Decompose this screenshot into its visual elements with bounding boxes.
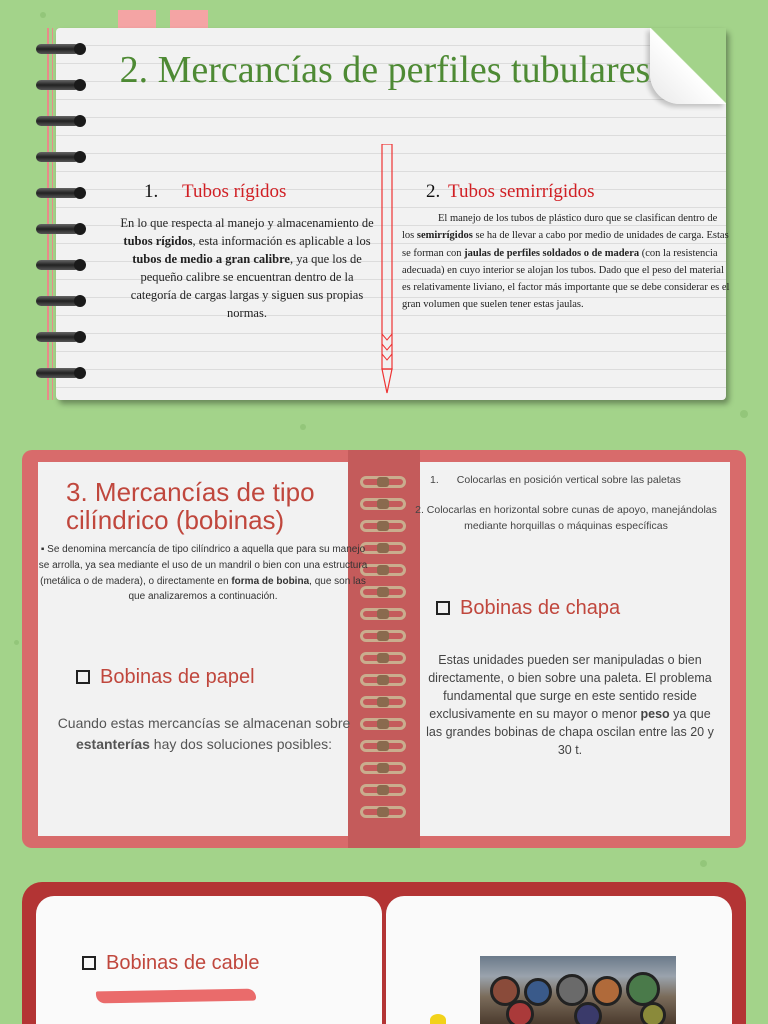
- background-dot: [740, 410, 748, 418]
- background-dot: [300, 424, 306, 430]
- paragraph-tubos-rigidos: En lo que respecta al manejo y almacenamiento de tubos rígidos, esta información es aplicable a los tubos de medio a gran calibre, ya que los de pequeño calibre se encuentran dentro de la categoría de cargas largas y siguen sus propias normas.: [120, 216, 374, 320]
- reel-shape: [592, 976, 622, 1006]
- spiral-ring: [360, 674, 406, 686]
- paragraph-bobinas-papel: Cuando estas mercancías se almacenan sobre estanterías hay dos soluciones posibles:: [57, 715, 351, 752]
- heading-number: 1.: [144, 181, 159, 202]
- cable-reels-photo: [480, 956, 676, 1024]
- checkbox-square-icon: [436, 601, 450, 615]
- section-title-tubulares: 2. Mercancías de perfiles tubulares: [119, 49, 651, 91]
- spiral-ring: [360, 520, 406, 532]
- spiral-ring: [360, 498, 406, 510]
- binder-ring: [36, 296, 80, 306]
- spiral-ring: [360, 806, 406, 818]
- reel-shape: [574, 1002, 602, 1024]
- background-dot: [700, 860, 707, 867]
- pencil-divider: [381, 144, 393, 394]
- spiral-ring: [360, 784, 406, 796]
- spiral-ring: [360, 476, 406, 488]
- heading-bobinas-chapa: Bobinas de chapa: [436, 597, 620, 620]
- binder-ring: [36, 332, 80, 342]
- heading-tubos-semirrigidos: Tubos semirrígidos: [448, 181, 595, 202]
- heading-bobinas-papel: Bobinas de papel: [76, 666, 255, 689]
- paragraph-tubos-semirrigidos: El manejo de los tubos de plástico duro que se clasifican dentro de los semirrígidos se ha de llevar a cabo por medio de unidades de carga. Estas se forman con jaulas de perfiles soldados o de madera (con la resistencia adecuada) en cuyo interior se alojan los tubos. Dado que el peso del material es relativamente liviano, el factor más importante que se debe considerar es el gran volumen que suelen tener estas jaulas.: [402, 213, 730, 311]
- heading-bobinas-cable: Bobinas de cable: [82, 952, 259, 975]
- reel-shape: [506, 1000, 534, 1024]
- heading-number: 2.: [426, 181, 441, 202]
- reel-shape: [640, 1002, 666, 1024]
- spiral-ring: [360, 740, 406, 752]
- binder-ring: [36, 188, 80, 198]
- paragraph-tipo-cilindrico: ▪ Se denomina mercancía de tipo cilíndrico a aquella que para su manejo se arrolla, ya sea mediante el uso de un mandril o bien con una estructura (metálica o de madera), o directamente en forma de bobina, que son las que analizaremos a continuación.: [38, 544, 368, 603]
- list-item: 2. Colocarlas en horizontal sobre cunas de apoyo, manejándolas mediante horquillas o máquinas específicas: [415, 504, 717, 532]
- binder-ring: [36, 260, 80, 270]
- reel-shape: [626, 972, 660, 1006]
- spiral-ring: [360, 696, 406, 708]
- reel-shape: [556, 974, 588, 1006]
- section-title-bobinas: 3. Mercancías de tipo cilíndrico (bobinas): [66, 477, 315, 535]
- binder-ring: [36, 116, 80, 126]
- background-dot: [14, 640, 19, 645]
- binder-ring: [36, 368, 80, 378]
- binder-ring: [36, 80, 80, 90]
- spiral-ring: [360, 718, 406, 730]
- spiral-ring: [360, 762, 406, 774]
- list-soluciones: [414, 472, 728, 534]
- checkbox-square-icon: [76, 670, 90, 684]
- spiral-ring: [360, 608, 406, 620]
- spiral-ring: [360, 630, 406, 642]
- heading-tubos-rigidos: Tubos rígidos: [182, 181, 287, 202]
- list-item: 1. Colocarlas en posición vertical sobre las paletas: [430, 474, 681, 486]
- binder-ring: [36, 152, 80, 162]
- background-dot: [40, 12, 46, 18]
- checkbox-square-icon: [82, 956, 96, 970]
- spiral-ring: [360, 652, 406, 664]
- binder-ring: [36, 44, 80, 54]
- yellow-object-decoration: [430, 1014, 446, 1024]
- paragraph-bobinas-chapa: Estas unidades pueden ser manipuladas o bien directamente, o bien sobre una paleta. El problema fundamental que surge en este sentido reside exclusivamente en su mayor o menor peso ya que las grandes bobinas de chapa oscilan entre las 20 y 30 t.: [426, 653, 714, 757]
- bullet-icon: ▪: [40, 544, 48, 555]
- binder-ring: [36, 224, 80, 234]
